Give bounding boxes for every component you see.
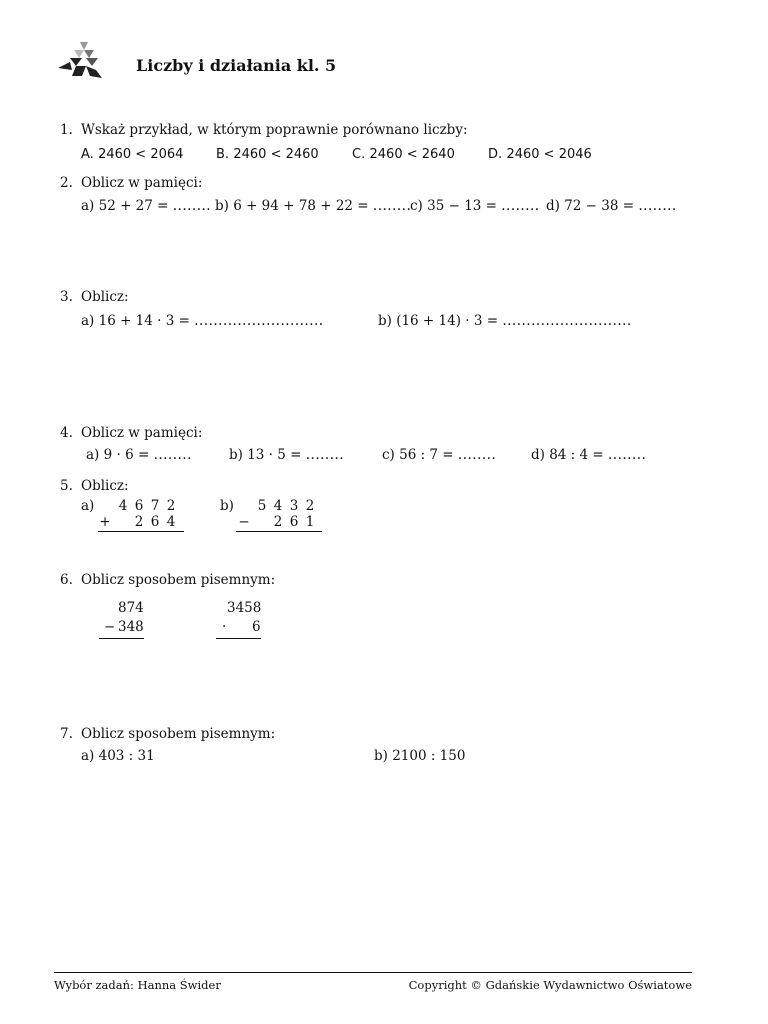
q5b-difference-line [236,531,322,532]
q1-option-a: A. 2460 < 2064 [81,147,184,162]
answer-blank[interactable]: ........................... [502,313,632,329]
q5a-bottom-digit: 4 [166,514,176,530]
answer-blank[interactable]: ........ [372,198,412,214]
answer-blank[interactable]: ........ [501,198,540,214]
footer-copyright: Copyright © Gdańskie Wydawnictwo Oświatowe [408,978,692,992]
q4-prompt: Oblicz w pamięci: [81,425,203,441]
q4-item-b: b) 13 · 5 = ........ [229,447,345,463]
q3-prompt: Oblicz: [81,289,129,305]
answer-blank[interactable]: ........ [457,447,497,463]
q5a-top-digit: 2 [166,498,176,514]
q5b-top-digit: 3 [289,498,299,514]
q2-prompt: Oblicz w pamięci: [81,175,203,191]
q6a-result-line [99,638,144,639]
q3-number: 3. [60,289,73,305]
q6b-operator: · [222,619,227,635]
q4-item-a: a) 9 · 6 = ........ [86,447,192,463]
q5a-label: a) [81,498,95,514]
q3-item-a: a) 16 + 14 · 3 = ........................... [81,313,324,329]
q6-number: 6. [60,572,73,588]
q2-item-d: d) 72 − 38 = ........ [546,198,677,214]
q7-prompt: Oblicz sposobem pisemnym: [81,726,276,742]
page-title: Liczby i działania kl. 5 [136,56,337,75]
q6-prompt: Oblicz sposobem pisemnym: [81,572,276,588]
q5-number: 5. [60,478,73,494]
q5b-operator: − [238,514,250,530]
answer-blank[interactable]: ........ [305,447,345,463]
q5b-top-digit: 2 [305,498,315,514]
q2-item-b: b) 6 + 94 + 78 + 22 = ........ [215,198,412,214]
footer-rule [54,972,692,973]
publisher-logo [56,40,106,82]
answer-blank[interactable]: ........ [608,447,647,463]
q1-number: 1. [60,122,73,138]
q2-item-c: c) 35 − 13 = ........ [410,198,540,214]
q5a-sum-line [98,531,184,532]
q6b-top: 3458 [227,600,262,616]
q4-item-d: d) 84 : 4 = ........ [531,447,647,463]
q6a-operator: − [104,619,116,635]
q7-item-a: a) 403 : 31 [81,748,155,764]
answer-blank[interactable]: ........ [153,447,192,463]
q5a-top-digit: 4 [118,498,128,514]
q6b-result-line [216,638,261,639]
q1-option-d: D. 2460 < 2046 [488,147,592,162]
answer-blank[interactable]: ........................... [194,313,324,329]
q5a-top-digit: 6 [134,498,144,514]
q5a-operator: + [99,514,111,530]
q2-number: 2. [60,175,73,191]
q5b-label: b) [220,498,234,514]
q7-number: 7. [60,726,73,742]
q3-item-b: b) (16 + 14) · 3 = ........................... [378,313,632,329]
q1-prompt: Wskaż przykład, w którym poprawnie porównano liczby: [81,122,468,138]
q1-option-c: C. 2460 < 2640 [352,147,455,162]
q4-item-c: c) 56 : 7 = ........ [382,447,497,463]
q2-item-a: a) 52 + 27 = ........ [81,198,212,214]
footer-credits: Wybór zadań: Hanna Świder [54,978,221,992]
q5b-top-digit: 4 [273,498,283,514]
answer-blank[interactable]: ........ [172,198,212,214]
q5b-bottom-digit: 6 [289,514,299,530]
answer-blank[interactable]: ........ [638,198,677,214]
q1-option-b: B. 2460 < 2460 [216,147,319,162]
q6a-top: 874 [118,600,144,616]
q5a-bottom-digit: 6 [150,514,160,530]
q7-item-b: b) 2100 : 150 [374,748,466,764]
q5b-bottom-digit: 1 [305,514,315,530]
q5-prompt: Oblicz: [81,478,129,494]
q5a-top-digit: 7 [150,498,160,514]
q5b-top-digit: 5 [257,498,267,514]
q4-number: 4. [60,425,73,441]
q6b-bottom: 6 [252,619,261,635]
q5a-bottom-digit: 2 [134,514,144,530]
q6a-bottom: 348 [118,619,144,635]
q5b-bottom-digit: 2 [273,514,283,530]
